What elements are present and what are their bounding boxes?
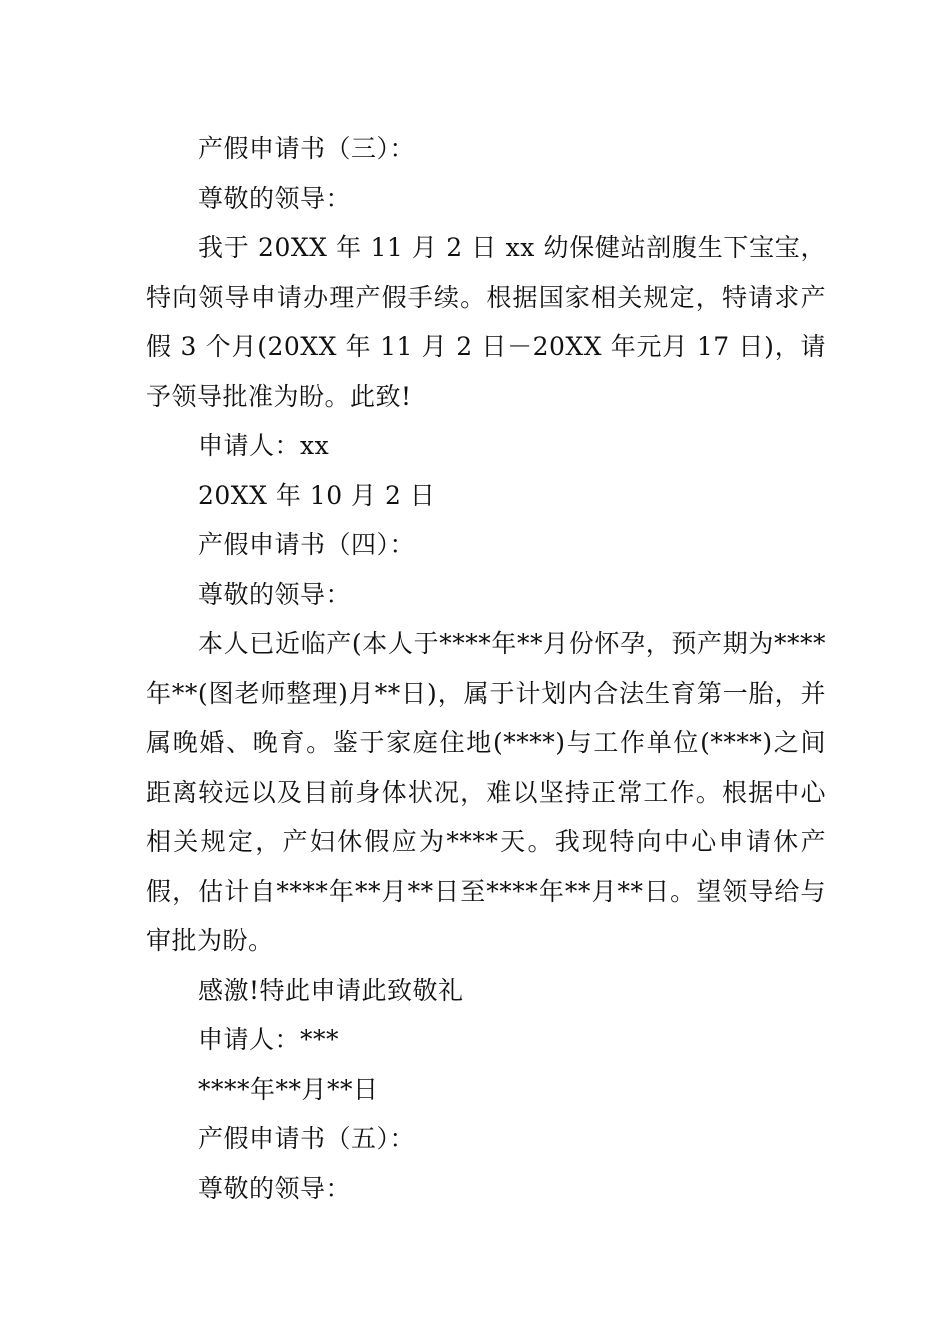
- date-line: ****年**月**日: [198, 1074, 379, 1104]
- body-paragraph: 本人已近临产(本人于****年**月份怀孕，预产期为****年**(图老师整理)月**日)，属于计划内合法生育第一胎，并属晚婚、晚育。鉴于家庭住地(****)与工作单位(****)之间距离较远以及目前身体状况，难以坚持正常工作。根据中心相关规定，产妇休假应为****天。我现特向中心申请休产假，估计自****年**月**日至****年**月**日。望领导给与审批为盼。: [146, 629, 826, 955]
- date-line: 20XX 年 10 月 2 日: [198, 480, 436, 510]
- body-paragraph: 我于 20XX 年 11 月 2 日 xx 幼保健站剖腹生下宝宝，特向领导申请办理产假手续。根据国家相关规定，特请求产假 3 个月(20XX 年 11 月 2 日－20XX 年元月 17 日)，请予领导批准为盼。此致!: [146, 233, 826, 411]
- document-body: [146, 124, 826, 1213]
- salutation: 尊敬的领导：: [198, 579, 352, 609]
- section-title-3: 产假申请书（三）：: [198, 134, 416, 163]
- applicant-line: 申请人：xx: [198, 431, 330, 460]
- section-title-4: 产假申请书（四）：: [198, 530, 416, 559]
- salutation: 尊敬的领导：: [198, 1173, 352, 1203]
- closing-line: 感激!特此申请此致敬礼: [198, 975, 464, 1005]
- applicant-line: 申请人：***: [198, 1025, 340, 1054]
- section-title-5: 产假申请书（五）：: [198, 1124, 416, 1153]
- salutation: 尊敬的领导：: [198, 183, 352, 213]
